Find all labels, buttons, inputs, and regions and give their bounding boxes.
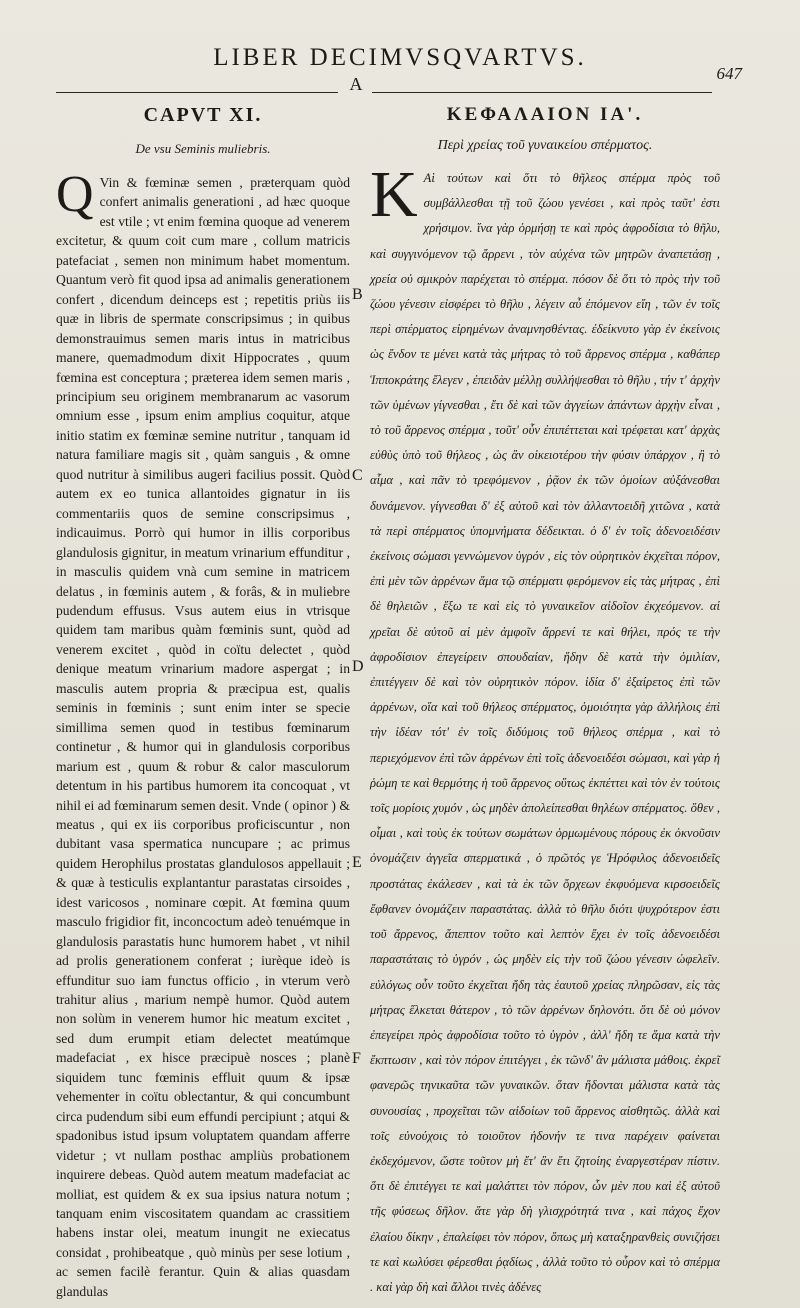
signature-mark: A <box>349 74 363 94</box>
latin-chapter-subtitle: De vsu Seminis muliebris. <box>135 141 271 156</box>
latin-column <box>56 104 350 1301</box>
margin-letter-f: F <box>352 1050 361 1067</box>
greek-column <box>370 104 720 1300</box>
greek-drop-cap: Κ <box>370 158 418 231</box>
latin-chapter-heading: CAPVT XI. <box>143 104 263 126</box>
running-head: LIBER DECIMVSQVARTVS. <box>213 44 587 71</box>
greek-chapter-heading: ΚΕΦΑΛΑΙΟΝ ΙΑ'. <box>446 104 644 125</box>
greek-paragraph: Αὶ τούτων καὶ ὅτι τὸ θῆλεος σπέρμα πρὸς τοῦ συμβάλλεσθαι τῇ τοῦ ζώου γενέσει , καὶ πρὸς ταῦτ' ἐστι χρήσιμον. ἵνα γὰρ ὁρμήσῃ τε καὶ πρὸς ἀφροδίσια τὸ θῆλυ, καὶ συγγινόμενον τῷ ἄρρενι , τὸν αὐχένα τῶν μητρῶν ἀναπετάσῃ , χρεία οὐ σμικρὸν παρέχεται τὸ σπέρμα. πόσον δὲ ὅτι τὸ πρὸς τὴν τοῦ ζώου γένεσιν εἰσφέρει τὸ θῆλυ , λέγειν αὖ ἐπόμενον εἴη , τῶν ἐν τοῖς περὶ σπέρματος εἰρημένων ἀναμνησθέντας. ἐδείκνυτο γὰρ ἐν ἐκείνοις ὡς ἔνδον τε μένει κατὰ τὰς μήτρας τὸ τοῦ ἄρρενος σπέρμα , καθάπερ Ἱπποκράτης ἔλεγεν , ἐπειδὰν μέλλῃ συλλήψεσθαι τὸ θῆλυ , τήν τ' ἀρχὴν τῶν ὑμένων γίγνεσθαι , ἔτι δὲ καὶ τῶν ἀγγείων ἁπάντων ἀρχὴν εἶναι , τὸ τοῦ ἄρρενος σπέρμα , τοῦτ' οὖν ἐπιπέττεται καὶ τρέφεται κατ' ἀρχὰς εὐθὺς ὑπὸ τοῦ θήλεος , ὡς ἂν οἰκειοτέρου τὴν φύσιν ὑπάρχον , ἢ τὸ αἷμα , καὶ πᾶν τὸ τρεφόμενον , ῥᾷον ἐκ τῶν ὁμοίων αὐξάνεσθαι δυνάμενον. γίγνεσθαι δ' ἐξ αὐτοῦ καὶ τὸν ἀλλαντοειδῆ χιτῶνα , κατὰ τὰ περὶ σπέρματος ὑπομνήματα δέδεικται. ὁ δ' ἐν τοῖς ἀδενοειδέσιν ἐκείνοις σώμασι γεννώμενον ὑγρόν , εἰς τὸν οὐρητικὸν ἐκχεῖται πόρον, ἐπὶ μὲν τῶν ἀρρένων ἅμα τῷ σπέρματι φερόμενον εἰς τὰς μήτρας , ἐπὶ δὲ θηλειῶν , ἔξω τε καὶ εἰς τὸ γυναικεῖον αἰδοῖον ἐκχεόμενον. αἱ χρεῖαι δὲ αὐτοῦ αἱ μὲν ἀμφοῖν ἄρρενί τε καὶ θήλει, πρός τε τὴν ἀφροδίσιον ἐπεγείρειν σπουδαίαν, ἥδην δὲ κατὰ τὴν ὁμιλίαν, ἐπιτέγγειν δὲ καὶ τὸν οὐρητικὸν πόρον. ἰδία δ' ἐξαίρετος ἐπὶ τῶν ἀρρένων, οἵα καὶ τοῦ θήλεος σπέρματος, ὁμοιότητα γὰρ ἀλλήλοις ἐπὶ τὴν ἰδέαν τότ' ἐν τοῖς διδύμοις τοῦ θήλεος σπέρμα , καὶ τὸ περιεχόμενον ἐπὶ τῶν ἀρρένων ἐπὶ τοῖς ἀδενοειδέσι σώμασι, καὶ γὰρ ἡ ῥώμη τε καὶ θερμότης ἡ τοῦ ἄρρενος οὕτως ἐκπέττει καὶ τὸν ἐν τούτοις τοῖς μορίοις χυμόν , ὡς μηδὲν ἀπολείπεσθαι θηλέων σπέρματος. ὅθεν , οἶμαι , καὶ τοὺς ἐκ τούτων σωμάτων ὁρμωμένους πόρους ἐκ ὀκνοῦσιν ὀνομάζειν ἀγγεῖα σπερματικά , ὁ πρῶτός γε Ἡρόφιλος ἀδενοειδεῖς προστάτας ἐκάλεσεν , καὶ τὰ ἐκ τῶν ὄρχεων ἐκφυόμενα κιρσοειδεῖς ἔφθανεν ὀνομάζειν παραστάτας. ἀλλὰ τὸ θῆλυ διότι ψυχρότερον ἐστι τοῦ ἄρρενος, ἄπεπτον τοῦτο καὶ λεπτὸν ἔχει ἐν τοῖς ἀδενοειδέσι παραστάταις τὸ ὑγρόν , ὡς μηδὲν εἰς τὴν τοῦ ζώου γένεσιν ὠφελεῖν. εὐλόγως οὖν τοῦτο ἐκχεῖται ἤδη τὰς ἑαυτοῦ χρείας πληρῶσαν, εἰς τὰς μήτρας ἕλκεται θάτερον , τὸ τῶν ἀρρένων δηλονότι. ὅτι δὲ οὐ μόνον ἐπεγείρει πρὸς ἀφροδίσια τοῦτο τὸ ὑγρὸν , ἀλλ' ἤδη τε ἅμα κατὰ τὴν ἔκπτωσιν , καὶ τὸν πόρον ἐπιτέγγει , ἐκ τῶνδ' ἂν μάλιστα μάθοις. ἐκρεῖ φανερῶς τηνικαῦτα τῶν γυναικῶν. ὅταν ἥδονται μάλιστα κατὰ τὰς συνουσίας , προχεῖται τῶν αἰδοίων τοῦ ἄρρενος αἰσθητῶς. ἀλλὰ καὶ τοῖς εὐνούχοις τὸ τοιοῦτον ἡδονήν τε τινα παρέχειν φαίνεται ἐκδεχόμενον, ὥστε τοῦτον μὴ ἔτ' ἂν ἔτι ζητοίης ἐναργεστέραν πίστιν. ὅτι δὲ ἐπιτέγγει τε καὶ μαλάττει τὸν πόρον, ὧν μὲν που καὶ ἐξ αὐτοῦ τῆς φύσεως δῆλον. ἅτε γὰρ δὴ γλισχρότητά τινα , καὶ πάχος ἔχον ἐλαίου δίκην , ἐπαλείφει τὸν πόρον, ὅπως μὴ καταξηρανθεὶς συνιζήσει τε καὶ κωλύσει φέρεσθαι ῥᾳδίως , ἀλλὰ τοῦτο τὸ οὖρον καὶ τὸ σπέρμα . καὶ γὰρ δὴ καὶ ἄλλοι τινὲς ἀδένες <box>370 171 720 1294</box>
margin-letter-d: D <box>352 658 364 675</box>
margin-letter-c: C <box>352 467 363 484</box>
header-rule-right <box>372 92 712 93</box>
latin-drop-cap: Q <box>56 166 94 223</box>
margin-letter-e: E <box>352 854 362 871</box>
latin-body <box>56 166 350 1301</box>
greek-body <box>370 158 720 1300</box>
page-number: 647 <box>716 64 742 83</box>
header-rule-left <box>56 92 338 93</box>
margin-letter-b: B <box>352 286 363 303</box>
margin-section-letters <box>350 0 370 1308</box>
latin-paragraph: Vin & fœminæ semen , præterquam quòd confert animalis generationi , ad hæc quoque est vtile ; vt enim fœmina quoque ad venerem excitetur, & quum coit cum mare , collum matricis patefaciat , semen non minimum habet momentum. Quantum verò fit quod ipsa ad animalis generationem confert , dicendum deinceps est ; repetitis priùs iis quæ in libris de spermate conscripsimus ; in quibus demonstrauimus semen maris intus in matricibus manere, quemadmodum dixit Hippocrates , quum fœmina est conceptura ; præterea idem semen maris , principium seu originem membranarum ac vasorum omnium esse , ipsum enim amplius coquitur, atque initio statim ex fœminæ semine nutritur , tanquam id natura familiare magis sit , quàm sanguis , & omne quod nutritur à similibus augeri facilius possit. Quòd autem ex eo tunica allantoides gignatur in iis commentariis quos de semine conscripsimus , indicauimus. Porrò qui humor in illis corporibus glandulosis gignitur, in meatum vrinarium effunditur , in masculis quidem vnà cum semine in matricem delatus , in fœminis autem , & forâs, & in muliebre pudendum effusus. Vsus autem eius in vtrisque quidem tam maribus quàm fœminis sunt, quòd ad venerem excitet , quòd in coïtu delectet , quòd denique meatum vrinarium madore aspergat ; in masculis autem propria & præcipua est, qualis seminis in fœminis ; sunt enim inter se specie simillima semen quod in testibus fœminarum continetur , & humor qui in glandulosis corporibus marium est , quum & robur & calor masculorum detentum in his partibus humorem ita concoquat , vt nihil ei ad fœminarum semen desit. Vnde ( opinor ) & meatus , qui ex iis corporibus proficiscuntur , non dubitant vasa spermatica nuncupare ; ac primus quidem Herophilus prostatas glandulosos appellauit ; & quæ à testiculis explantantur parastatas cirsoides , idest varicosos , nominare cœpit. At fœmina quum masculo frigidior fit, inconcoctum adeò tenuémque in glandulosis parastatis hunc humorem habet , vt nihil ad prolis generationem conferat ; iurèque ideò is effunditur suo iam functus officio , in vterum verò trahitur alius , marium nempè humor. Quòd autem non solùm in venerem humor hic meatum excitet , sed dum erumpit etiam delectet meatúmque madefaciat , ex hisce præcipuè nosces ; planè siquidem tunc fœminis effluit quum & ipsæ vehementer in coïtu oblectantur, & qui concumbunt circa pudendum sibi eum effundi percipiunt ; atqui & spadonibus istud ipsum voluptatem quandam afferre videtur ; vt nullam posthac ampliùs probationem inquirere debeas. Quòd autem meatum madefaciat ac molliat, est quidem & ex sua ipsius natura notum ; tanquam enim viscositatem quandam ac crassitiem habens instar olei, meatum inungit ne exiecatus considat , prohibeatque , quò minùs per sese lotium , ac semen facilè ferantur. Quin & alias quasdam glandulas <box>56 175 350 1299</box>
greek-chapter-subtitle: Περὶ χρείας τοῦ γυναικείου σπέρματος. <box>437 138 653 153</box>
